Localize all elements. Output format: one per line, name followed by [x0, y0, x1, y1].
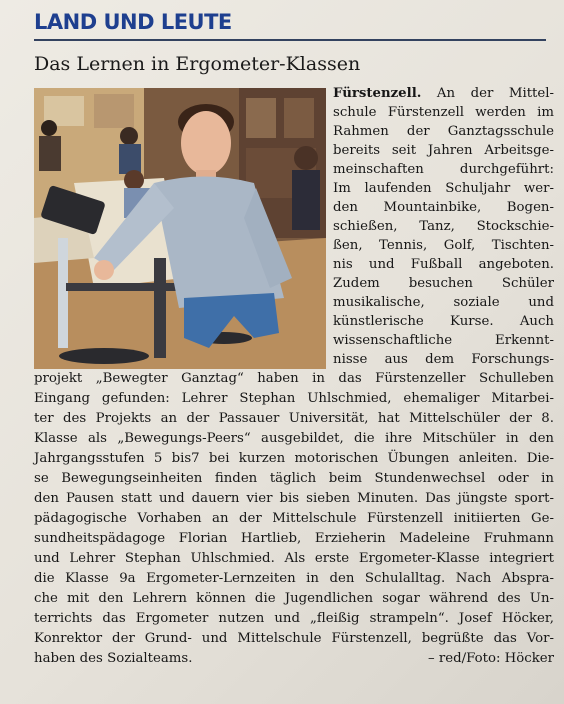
article-text-line: nisse aus dem Forschungs- — [333, 352, 554, 367]
article-text-line: Jahrgangsstufen 5 bis7 bei kurzen motorischen Übungen anleiten. Die- — [34, 451, 554, 466]
section-rule — [34, 39, 546, 41]
article-text-line: den Mountainbike, Bogen- — [333, 200, 554, 215]
article-text-line: Fürstenzell. An der Mittel- — [333, 86, 554, 101]
article-text-line: Konrektor der Grund- und Mittelschule Fürstenzell, begrüßte das Vor- — [34, 631, 554, 646]
photo-student-ergometer-icon — [34, 88, 326, 369]
article-photo — [34, 88, 326, 369]
article-text-line: se Bewegungseinheiten finden täglich beim Stundenwechsel oder in — [34, 471, 554, 486]
article-headline: Das Lernen in Ergometer-Klassen — [34, 53, 361, 75]
article-text-line: ter des Projekts an der Passauer Universität, hat Mittelschüler der 8. — [34, 411, 554, 426]
article-text-line: nis und Fußball angeboten. — [333, 257, 554, 272]
article-text-line: sundheitspädagoge Florian Hartlieb, Erzieherin Madeleine Fruhmann — [34, 531, 554, 546]
article-text-line: Klasse als „Bewegungs-Peers“ ausgebildet, die ihre Mitschüler in den — [34, 431, 554, 446]
article-text-line: musikalische, soziale und — [333, 295, 554, 310]
article-text-line: Rahmen der Ganztagsschule — [333, 124, 554, 139]
article-text-line: den Pausen statt und dauern vier bis sieben Minuten. Das jüngste sport- — [34, 491, 554, 506]
article-text-end: haben des Sozialteams. — [34, 651, 193, 666]
photo-credit: – red/Foto: Höcker — [428, 651, 554, 666]
article-text-line: bereits seit Jahren Arbeitsge- — [333, 143, 554, 158]
article-text-line: künstlerische Kurse. Auch — [333, 314, 554, 329]
article-final-line — [34, 652, 554, 665]
article-text-line: terrichts das Ergometer nutzen und „fleißig strampeln“. Josef Höcker, — [34, 611, 554, 626]
article-text-line: und Lehrer Stephan Uhlschmied. Als erste Ergometer-Klasse integriert — [34, 551, 554, 566]
article-dateline: Fürstenzell. — [333, 86, 422, 101]
article-text-line: che mit den Lehrern können die Jugendlichen sogar während des Un- — [34, 591, 554, 606]
article-text-line: meinschaften durchgeführt: — [333, 162, 554, 177]
article-text-line: pädagogische Vorhaben an der Mittelschule Fürstenzell initiierten Ge- — [34, 511, 554, 526]
article-text-line: Im laufenden Schuljahr wer- — [333, 181, 554, 196]
article-text-line: projekt „Bewegter Ganztag“ haben in das Fürstenzeller Schulleben — [34, 371, 554, 386]
article-text-line: Zudem besuchen Schüler — [333, 276, 554, 291]
article-text-line: schießen, Tanz, Stockschie- — [333, 219, 554, 234]
section-heading: LAND UND LEUTE — [34, 10, 232, 34]
article-text-line: ßen, Tennis, Golf, Tischten- — [333, 238, 554, 253]
article-text-line: schule Fürstenzell werden im — [333, 105, 554, 120]
article-text-line: Eingang gefunden: Lehrer Stephan Uhlschmied, ehemaliger Mitarbei- — [34, 391, 554, 406]
article-text-line: die Klasse 9a Ergometer-Lernzeiten in den Schulalltag. Nach Absprа- — [34, 571, 554, 586]
article-text-line: wissenschaftliche Erkennt- — [333, 333, 554, 348]
